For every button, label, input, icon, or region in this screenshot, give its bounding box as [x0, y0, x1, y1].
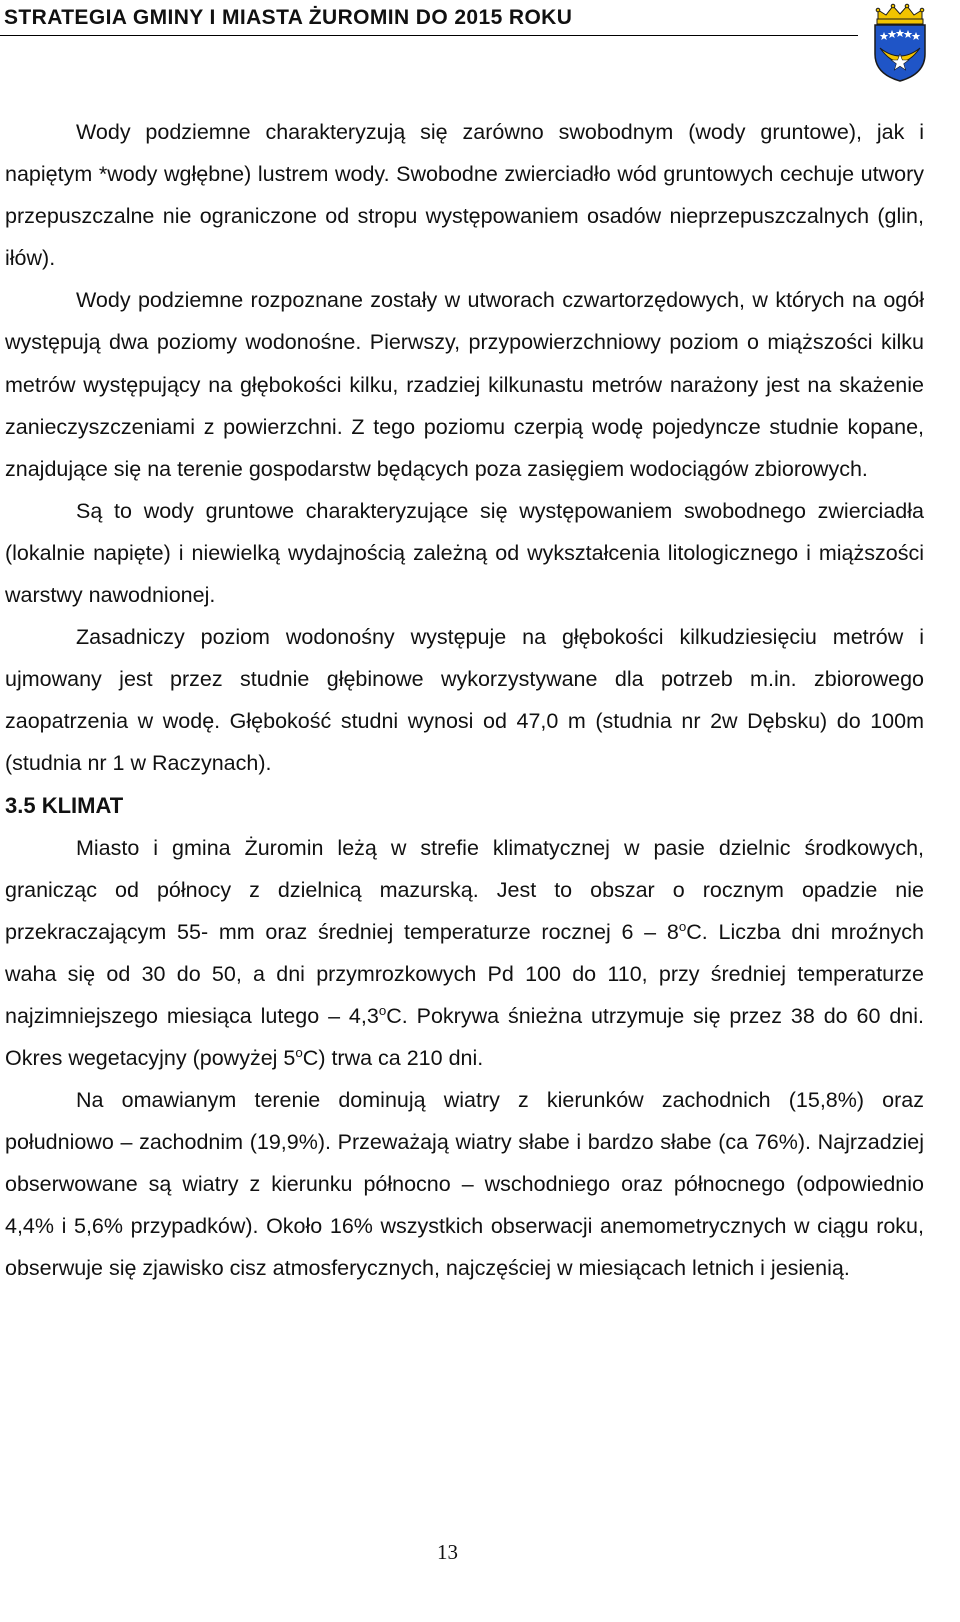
document-body [5, 111, 924, 1290]
paragraph-aquifer-levels: Wody podziemne rozpoznane zostały w utworach czwartorzędowych, w których na ogół występują dwa poziomy wodonośne. Pierwszy, przypowierzchniowy poziom o miąższości kilku metrów występujący na głębokości kilku, rzadziej kilkunastu metrów narażony jest na skażenie zanieczyszczeniami z powierzchni. Z tego poziomu czerpią wodę pojedyncze studnie kopane, znajdujące się na terenie gospodarstw będących poza zasięgiem wodociągów zbiorowych. [5, 288, 924, 481]
section-heading-climate: 3.5 KLIMAT [5, 792, 124, 818]
page-number: 13 [437, 1540, 458, 1564]
degree-superscript: o [295, 1044, 303, 1060]
climate-text-b: C. Liczba dni mroźnych waha się od 30 do 50, a dni przymrozkowych Pd 100 do 110, przy średniej temperaturze najzimniejszego miesiąca lutego – 4,3 [5, 919, 925, 1028]
paragraph-groundwater-character: Są to wody gruntowe charakteryzujące się występowaniem swobodnego zwierciadła (lokalnie napięte) i niewielką wydajnością zależną od wykształcenia litologicznego i miąższości warstwy nawodnionej. [5, 498, 924, 608]
page-header [0, 0, 960, 82]
degree-superscript: o [378, 1002, 387, 1018]
crown-icon [876, 4, 924, 24]
paragraph-climate-overview [5, 827, 924, 1080]
degree-superscript: o [678, 918, 687, 934]
climate-text-c: C. Pokrywa śnieżna utrzymuje się przez 38 do 60 dni. Okres wegetacyjny (powyżej 5 [5, 1003, 924, 1070]
paragraph-main-aquifer: Zasadniczy poziom wodonośny występuje na głębokości kilkudziesięciu metrów i ujmowany jest przez studnie głębinowe wykorzystywane dla potrzeb m.in. zbiorowego zaopatrzenia w wodę. Głębokość studni wynosi od 47,0 m (studnia nr 2w Dębsku) do 100m (studnia nr 1 w Raczynach). [5, 625, 924, 776]
paragraph-groundwater-intro: Wody podziemne charakteryzują się zarówno swobodnym (wody gruntowe), jak i napiętym *wody wgłębne) lustrem wody. Swobodne zwierciadło wód gruntowych cechuje utwory przepuszczalne nie ograniczone od stropu występowaniem osadów nieprzepuszczalnych (glin, iłów). [5, 120, 924, 271]
climate-text-d: C) trwa ca 210 dni. [302, 1045, 484, 1070]
header-divider [0, 35, 858, 36]
paragraph-winds: Na omawianym terenie dominują wiatry z kierunków zachodnich (15,8%) oraz południowo – zachodnim (19,9%). Przeważają wiatry słabe i bardzo słabe (ca 76%). Najrzadziej obserwowane są wiatry z kierunku północno – wschodniego oraz północnego (odpowiednio 4,4% i 5,6% przypadków). Około 16% wszystkich obserwacji anemometrycznych w ciągu roku, obserwuje się zjawisko cisz atmosferycznych, najczęściej w miesiącach letnich i jesienią. [5, 1088, 924, 1281]
climate-text-a: Miasto i gmina Żuromin leżą w strefie klimatycznej w pasie dzielnic środkowych, granicząc od północy z dzielnicą mazurską. Jest to obszar o rocznym opadzie nie przekraczającym 55- mm oraz średniej temperaturze rocznej 6 – 8 [5, 835, 924, 944]
document-title: STRATEGIA GMINY I MIASTA ŻUROMIN DO 2015 ROKU [4, 6, 573, 29]
coat-of-arms-icon [866, 2, 934, 82]
